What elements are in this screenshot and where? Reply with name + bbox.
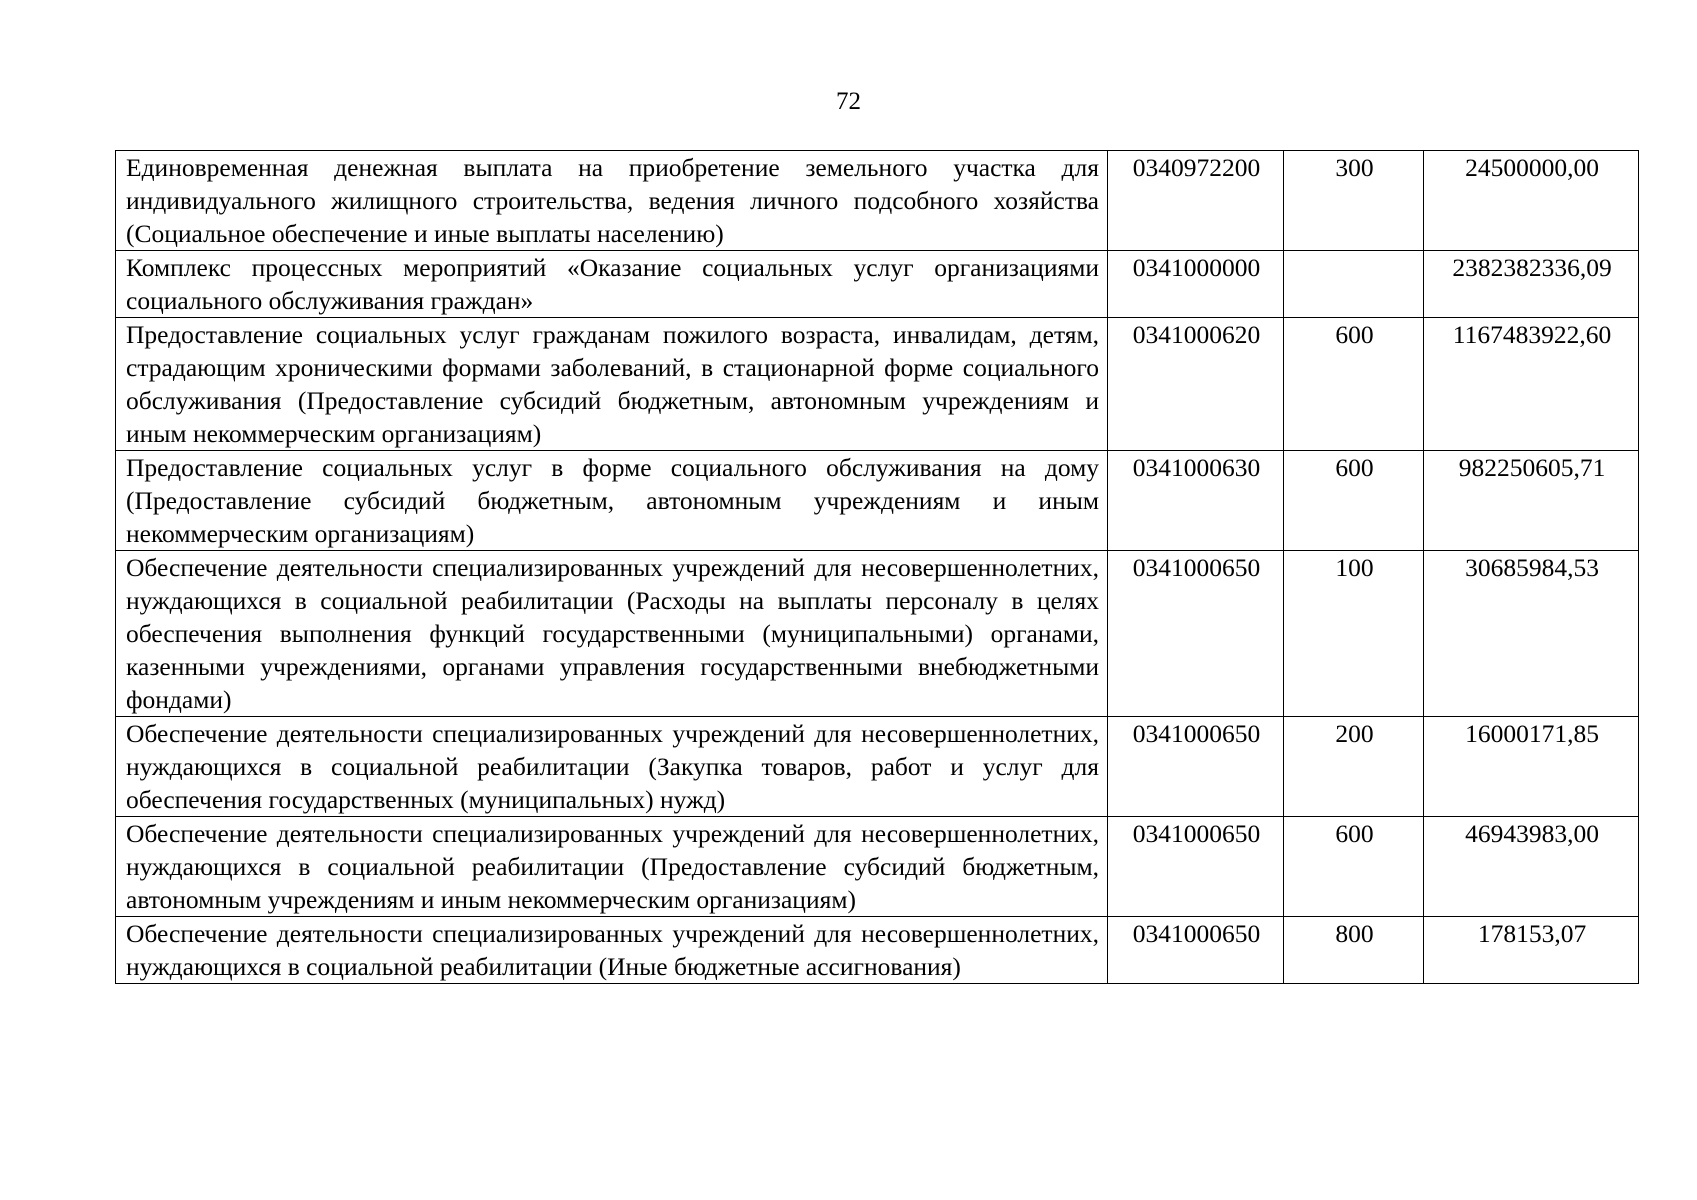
expense-kind-cell: 100	[1284, 551, 1424, 717]
amount-cell: 2382382336,09	[1424, 251, 1639, 318]
target-code-cell: 0341000630	[1108, 451, 1284, 551]
amount-cell: 16000171,85	[1424, 717, 1639, 817]
amount-cell: 1167483922,60	[1424, 318, 1639, 451]
table-row	[116, 917, 1639, 984]
expense-name-cell: Предоставление социальных услуг гражданам пожилого возраста, инвалидам, детям, страдающим хроническими формами заболеваний, в стационарной форме социального обслуживания (Предоставление субсидий бюджетным, автономным учреждениям и иным некоммерческим организациям)	[116, 318, 1108, 451]
expense-name-cell: Обеспечение деятельности специализированных учреждений для несовершеннолетних, нуждающихся в социальной реабилитации (Иные бюджетные ассигнования)	[116, 917, 1108, 984]
page-number: 72	[836, 88, 861, 115]
expense-name-cell: Обеспечение деятельности специализированных учреждений для несовершеннолетних, нуждающихся в социальной реабилитации (Расходы на выплаты персоналу в целях обеспечения выполнения функций государственными (муниципальными) органами, казенными учреждениями, органами управления государственными внебюджетными фондами)	[116, 551, 1108, 717]
table-row	[116, 451, 1639, 551]
expense-name-cell: Предоставление социальных услуг в форме социального обслуживания на дому (Предоставление субсидий бюджетным, автономным учреждениям и иным некоммерческим организациям)	[116, 451, 1108, 551]
table-row	[116, 251, 1639, 318]
table-row	[116, 151, 1639, 251]
expense-kind-cell: 300	[1284, 151, 1424, 251]
expense-name-cell: Единовременная денежная выплата на приобретение земельного участка для индивидуального жилищного строительства, ведения личного подсобного хозяйства (Социальное обеспечение и иные выплаты населению)	[116, 151, 1108, 251]
target-code-cell: 0341000000	[1108, 251, 1284, 318]
expense-kind-cell: 600	[1284, 451, 1424, 551]
target-code-cell: 0341000620	[1108, 318, 1284, 451]
expense-kind-cell: 800	[1284, 917, 1424, 984]
amount-cell: 982250605,71	[1424, 451, 1639, 551]
expense-kind-cell: 600	[1284, 318, 1424, 451]
budget-table	[115, 150, 1639, 984]
table-row	[116, 717, 1639, 817]
amount-cell: 24500000,00	[1424, 151, 1639, 251]
expense-name-cell: Обеспечение деятельности специализированных учреждений для несовершеннолетних, нуждающихся в социальной реабилитации (Предоставление субсидий бюджетным, автономным учреждениям и иным некоммерческим организациям)	[116, 817, 1108, 917]
expense-kind-cell: 200	[1284, 717, 1424, 817]
target-code-cell: 0341000650	[1108, 551, 1284, 717]
amount-cell: 30685984,53	[1424, 551, 1639, 717]
expense-name-cell: Комплекс процессных мероприятий «Оказание социальных услуг организациями социального обслуживания граждан»	[116, 251, 1108, 318]
target-code-cell: 0341000650	[1108, 717, 1284, 817]
amount-cell: 46943983,00	[1424, 817, 1639, 917]
table-row	[116, 551, 1639, 717]
expense-name-cell: Обеспечение деятельности специализированных учреждений для несовершеннолетних, нуждающихся в социальной реабилитации (Закупка товаров, работ и услуг для обеспечения государственных (муниципальных) нужд)	[116, 717, 1108, 817]
target-code-cell: 0341000650	[1108, 917, 1284, 984]
budget-table-body	[116, 151, 1639, 984]
table-row	[116, 318, 1639, 451]
target-code-cell: 0340972200	[1108, 151, 1284, 251]
table-row	[116, 817, 1639, 917]
expense-kind-cell	[1284, 251, 1424, 318]
target-code-cell: 0341000650	[1108, 817, 1284, 917]
expense-kind-cell: 600	[1284, 817, 1424, 917]
amount-cell: 178153,07	[1424, 917, 1639, 984]
